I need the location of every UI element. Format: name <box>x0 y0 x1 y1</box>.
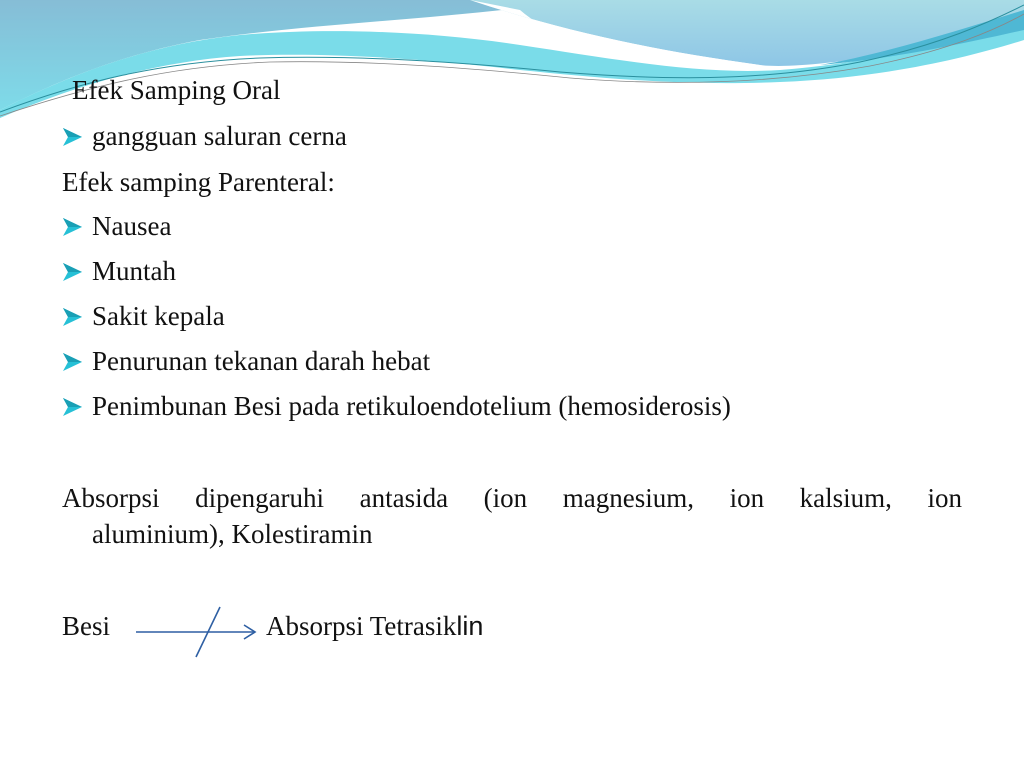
list-item <box>62 345 430 377</box>
absorption-line-2: aluminium), Kolestiramin <box>92 519 373 549</box>
list-item-text: Muntah <box>92 256 176 286</box>
arrow-bullet-icon <box>62 217 84 237</box>
arrow-bullet-icon <box>62 397 84 417</box>
heading-parenteral-side-effects: Efek samping Parenteral: <box>62 167 335 197</box>
absorption-paragraph <box>62 480 962 552</box>
arrow-bullet-icon <box>62 352 84 372</box>
absorption-line-1: Absorpsi dipengaruhi antasida (ion magnesium, ion kalsium, ion <box>62 483 962 513</box>
list-item-text: Nausea <box>92 211 172 241</box>
list-item-text: gangguan saluran cerna <box>92 121 347 151</box>
interaction-source: Besi <box>62 611 111 641</box>
list-item-text: Sakit kepala <box>92 301 225 331</box>
list-item-text: Penurunan tekanan darah hebat <box>92 346 431 376</box>
interaction-target-prefix: Absorpsi Tetrasik <box>266 611 457 641</box>
list-item <box>62 255 176 287</box>
list-item <box>62 210 171 242</box>
interaction-target-suffix: lin <box>456 611 484 641</box>
interaction-target <box>266 611 483 642</box>
crossed-arrow-icon <box>134 605 264 664</box>
list-item <box>62 390 731 422</box>
list-item-text: Penimbunan Besi pada retikuloendotelium (hemosiderosis) <box>92 391 731 421</box>
heading-oral-side-effects: Efek Samping Oral <box>72 75 281 105</box>
list-item <box>62 300 225 332</box>
arrow-bullet-icon <box>62 127 84 147</box>
arrow-bullet-icon <box>62 307 84 327</box>
list-item <box>62 120 347 152</box>
arrow-bullet-icon <box>62 262 84 282</box>
iron-tetracycline-interaction <box>62 605 662 655</box>
